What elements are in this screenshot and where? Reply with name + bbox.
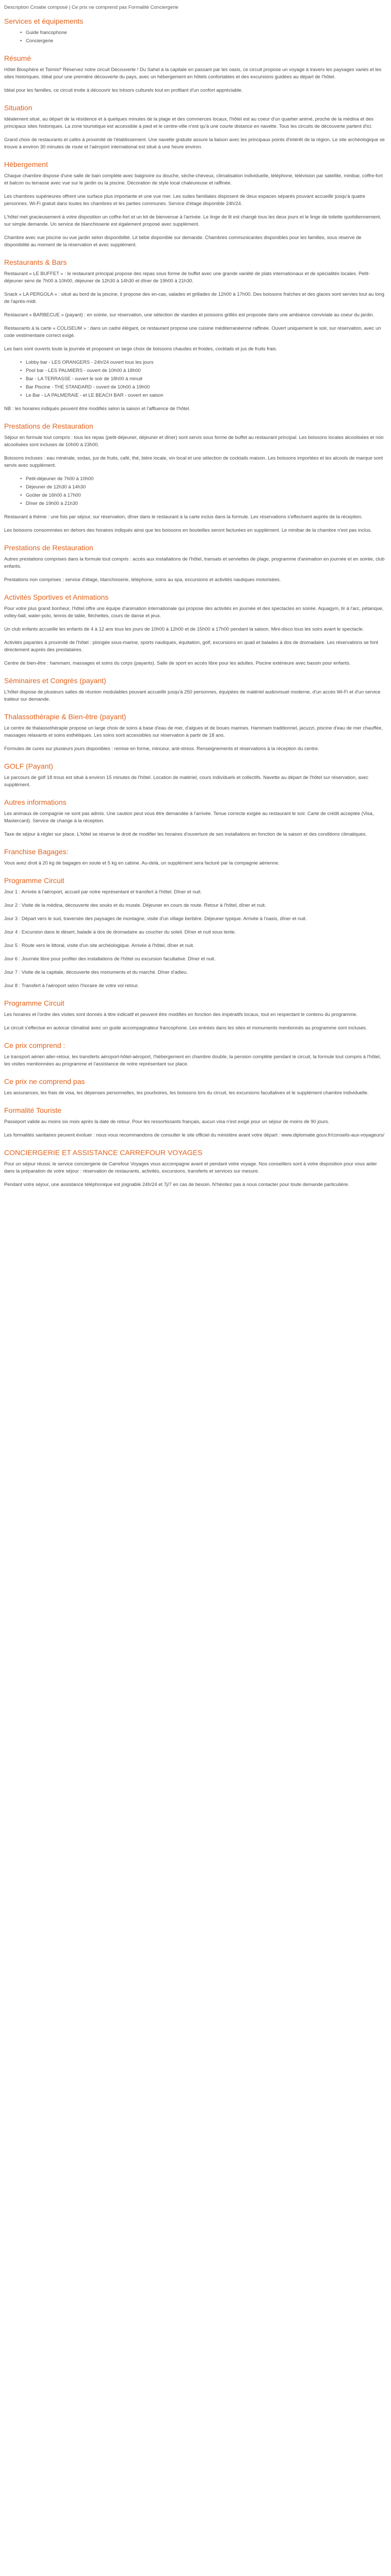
- section-paragraph: Vous avez droit à 20 kg de bagages en soute et 5 kg en cabine. Au-delà, un supplément sera facturé par la compagnie aérienne.: [4, 860, 280, 866]
- section-paragraph: Restaurants à la carte « COLISEUM » : dans un cadre élégant, ce restaurant propose une cuisine méditerranéenne raffinée. Ouvert uniquement le soir, sur réservation, avec un code vestimentaire correct exigé.: [4, 325, 381, 338]
- section-paragraph: Chaque chambre dispose d'une salle de bain complète avec baignoire ou douche, sèche-cheveux, climatisation individuelle, téléphone, télévision par satellite, minibar, coffre-fort et balcon ou terrasse avec vue sur le jardin ou la piscine. Décoration de style local chaleureuse et raffinée.: [4, 173, 383, 185]
- content: [4, 16, 387, 1188]
- bullet-item: • Petit-déjeuner de 7h00 à 10h00: [26, 475, 387, 482]
- section-paragraph: Idéalement situé, au départ de la résidence et à quelques minutes de la plage et des commerces locaux, l'hôtel est au coeur d'un quartier animé, proche de la médina et des principaux sites historiques. La zone touristique est accessible à pied et le centre-ville n'est qu'à une courte distance en navette. Tous les circuits de découverte partent d'ici.: [4, 116, 373, 129]
- section-paragraph: Autres prestations comprises dans la formule tout compris : accès aux installations de l'hôtel, transats et serviettes de plage, programme d'animation en journée et en soirée, club enfants.: [4, 556, 385, 569]
- section-title: Restaurants & Bars: [4, 258, 67, 266]
- section-paragraph: Jour 8 : Transfert à l'aéroport selon l'horaire de votre vol retour.: [4, 982, 139, 988]
- section-paragraph: L'hôtel met gracieusement à votre disposition un coffre-fort et un kit de bienvenue à l'arrivée. Le linge de lit est changé tous les deux jours et le linge de toilette quotidiennement, sur simple demande. Un service de blanchisserie est également proposé avec supplément.: [4, 214, 381, 227]
- section: [4, 1148, 387, 1188]
- bullet-item: • Bar Piscine - THE STANDARD - ouvert de 10h00 à 19h00: [26, 383, 387, 391]
- bullet-item: • Conciergerie: [26, 37, 387, 44]
- section: [4, 103, 387, 150]
- intro-line: Description Croatie composé | Ce prix ne comprend pas Formalité Conciergerie: [4, 5, 178, 10]
- section-paragraph: Jour 7 : Visite de la capitale, découverte des monuments et du marché. Dîner d'adieu.: [4, 969, 188, 975]
- section-note: Les boissons consommées en dehors des horaires indiqués ainsi que les boissons en bouteilles seront facturées en supplément. Le minibar de la chambre n'est pas inclus.: [4, 527, 372, 533]
- bullet-item: • Bar - LA TERRASSE - ouvert le soir de 18h00 à minuit: [26, 375, 387, 382]
- section-paragraph: Activités payantes à proximité de l'hôtel : plongée sous-marine, sports nautiques, équitation, golf, excursions en quad et balades à dos de dromadaire. Les réservations se font directement auprès des prestataires.: [4, 639, 379, 652]
- section-paragraph: Jour 1 : Arrivée à l'aéroport, accueil par notre représentant et transfert à l'hôtel. Dîner et nuit.: [4, 889, 202, 894]
- section-title: Situation: [4, 104, 32, 112]
- bullet-item: • Pool bar - LES PALMIERS - ouvert de 10h00 à 18h00: [26, 367, 387, 374]
- section-paragraph: Restaurant « BARBECUE » (payant) : en soirée, sur réservation, une sélection de viandes et poissons grillés est proposée dans une ambiance conviviale au coeur du jardin.: [4, 312, 374, 317]
- section-paragraph: Pour votre plus grand bonheur, l'hôtel offre une équipe d'animation internationale qui propose des activités en journée et des spectacles en soirée. Aquagym, tir à l'arc, pétanque, volley-ball, water-polo, tennis de table, fléchettes, cours de danse et jeux.: [4, 605, 384, 618]
- section: [4, 798, 387, 838]
- bullet-item: • Lobby bar - LES ORANGERS - 24h/24 ouvert tous les jours: [26, 359, 387, 366]
- section: [4, 1041, 387, 1067]
- section-title: Activités Sportives et Animations: [4, 593, 109, 601]
- section-paragraph: Les bars sont ouverts toute la journée et proposent un large choix de boissons chaudes et froides, cocktails et jus de fruits frais.: [4, 346, 278, 351]
- section-note: Restaurant à thème : une fois par séjour, sur réservation, dîner dans le restaurant à la carte inclus dans la formule. Les réservations s'effectuent auprès de la réception.: [4, 514, 363, 519]
- section-paragraph: Les assurances, les frais de visa, les dépenses personnelles, les pourboires, les boissons lors du circuit, les excursions facultatives et le supplément chambre individuelle.: [4, 1090, 369, 1095]
- section-title: Prestations de Restauration: [4, 422, 93, 430]
- section-title: Franchise Bagages:: [4, 848, 69, 856]
- bullet-item: • Goûter de 16h00 à 17h00: [26, 492, 387, 499]
- section: [4, 421, 387, 534]
- bullet-item: • Dîner de 19h00 à 21h30: [26, 500, 387, 507]
- section-paragraph: Les animaux de compagnie ne sont pas admis. Une caution peut vous être demandée à l'arrivée. Tenue correcte exigée au restaurant le soir. Carte de crédit acceptée (Visa, Mastercard). Service de change à la réception.: [4, 810, 374, 823]
- section-paragraph: Taxe de séjour à régler sur place. L'hôtel se réserve le droit de modifier les horaires d'ouverture de ses installations en fonction de la saison et des conditions climatiques.: [4, 831, 367, 837]
- section: [4, 16, 387, 44]
- bullet-item: • Déjeuner de 12h30 à 14h30: [26, 483, 387, 490]
- section-paragraph: Chambre avec vue piscine ou vue jardin selon disponibilité. Lit bébé disponible sur demande. Chambres communicantes disponibles pour les familles, sous réserve de disponibilité au moment de la réservation et avec supplément.: [4, 234, 362, 247]
- bullet-list: [4, 475, 387, 507]
- section-paragraph: Le parcours de golf 18 trous est situé à environ 15 minutes de l'hôtel. Location de matériel, cours individuels et collectifs. Navette au départ de l'hôtel sur réservation, avec supplément.: [4, 774, 369, 787]
- section: [4, 876, 387, 989]
- section: [4, 761, 387, 788]
- section-paragraph: Prestations non comprises : service d'étage, blanchisserie, téléphone, soins au spa, excursions et activités nautiques motorisées.: [4, 577, 281, 582]
- section-paragraph: Formules de cures sur plusieurs jours disponibles : remise en forme, minceur, anti-stress. Renseignements et réservations à la réception du centre.: [4, 745, 319, 751]
- section-paragraph: Centre de bien-être : hammam, massages et soins du corps (payants). Salle de sport en accès libre pour les adultes. Piscine extérieure avec bassin pour enfants.: [4, 660, 351, 666]
- section-title: CONCIERGERIE ET ASSISTANCE CARREFOUR VOYAGES: [4, 1148, 203, 1157]
- section-paragraph: Pendant votre séjour, une assistance téléphonique est joignable 24h/24 et 7j/7 en cas de besoin. N'hésitez pas à nous contacter pour toute demande particulière.: [4, 1181, 349, 1187]
- section: [4, 847, 387, 867]
- bullet-list: [4, 359, 387, 399]
- section-paragraph: Boissons incluses : eau minérale, sodas, jus de fruits, café, thé, bière locale, vin local et une sélection de cocktails maison. Les boissons importées et les alcools de marque sont servis avec supplément.: [4, 455, 383, 468]
- section-paragraph: Les formalités sanitaires peuvent évoluer : nous vous recommandons de consulter le site officiel du ministère avant votre départ : www.diplomatie.gouv.fr/conseils-aux-voyageurs/: [4, 1132, 384, 1138]
- section-paragraph: L'hôtel dispose de plusieurs salles de réunion modulables pouvant accueillir jusqu'à 250 personnes, équipées de matériel audiovisuel moderne, d'un accès Wi-Fi et d'un service traiteur sur demande.: [4, 689, 381, 702]
- section-paragraph: Pour un séjour réussi, le service conciergerie de Carrefour Voyages vous accompagne avant et pendant votre voyage. Nos conseillers sont à votre disposition pour vous aider dans la préparation de votre séjour : réservation de restaurants, activités, excursions, transferts et services sur mesure.: [4, 1161, 377, 1174]
- section-title: Séminaires et Congrès (payant): [4, 676, 106, 685]
- section-paragraph: Jour 6 : Journée libre pour profiter des installations de l'hôtel ou excursion facultative. Dîner et nuit.: [4, 956, 216, 961]
- section-paragraph: Jour 2 : Visite de la médina, découverte des souks et du musée. Déjeuner en cours de route. Retour à l'hôtel, dîner et nuit.: [4, 902, 266, 908]
- section: [4, 258, 387, 412]
- section: [4, 160, 387, 248]
- section-title: Ce prix comprend :: [4, 1041, 66, 1049]
- section-paragraph: Séjour en formule tout compris : tous les repas (petit-déjeuner, déjeuner et dîner) sont servis sous forme de buffet au restaurant principal. Les boissons locales alcoolisées et non alcoolisées sont incluses de 10h00 à 23h00.: [4, 434, 384, 447]
- section-paragraph: Les horaires et l'ordre des visites sont donnés à titre indicatif et peuvent être modifiés en fonction des impératifs locaux, tout en respectant le contenu du programme.: [4, 1011, 357, 1017]
- section-paragraph: Jour 4 : Excursion dans le désert, balade à dos de dromadaire au coucher du soleil. Dîner et nuit sous tente.: [4, 929, 236, 935]
- section-title: Programme Circuit: [4, 876, 64, 885]
- section-paragraph: Jour 5 : Route vers le littoral, visite d'un site archéologique. Arrivée à l'hôtel, dîner et nuit.: [4, 942, 194, 948]
- section-paragraph: Le circuit s'effectue en autocar climatisé avec un guide accompagnateur francophone. Les entrées dans les sites et monuments mentionnés au programme sont incluses.: [4, 1025, 367, 1030]
- bullet-item: • Guide francophone: [26, 29, 387, 36]
- section: [4, 1106, 387, 1139]
- section: [4, 998, 387, 1031]
- section-paragraph: Les chambres supérieures offrent une surface plus importante et une vue mer. Les suites familiales disposent de deux espaces séparés pouvant accueillir jusqu'à quatre personnes. Wi-Fi gratuit dans toutes les chambres et les parties communes. Service d'étage disponible 24h/24.: [4, 193, 365, 206]
- bullet-list: [4, 29, 387, 44]
- section: [4, 676, 387, 703]
- section-paragraph: Idéal pour les familles, ce circuit invite à découvrir les trésors culturels tout en profitant d'un confort appréciable.: [4, 87, 243, 93]
- section-paragraph: Le transport aérien aller-retour, les transferts aéroport-hôtel-aéroport, l'hébergement en chambre double, la pension complète pendant le circuit, la formule tout compris à l'hôtel, les visites mentionnées au programme et l'assistance de notre représentant sur place.: [4, 1054, 381, 1066]
- section-paragraph: Le centre de thalassothérapie propose un large choix de soins à base d'eau de mer, d'algues et de boues marines. Hammam traditionnel, jacuzzi, piscine d'eau de mer chauffée, massages relaxants et soins esthétiques. Les soins sont accessibles sur réservation à partir de 18 ans.: [4, 725, 383, 738]
- section-paragraph: Hôtel Biosphère et Tsimisi* Réservez notre circuit Découverte ! Du Sahel à la capitale en passant par les oasis, ce circuit propose un voyage à travers les paysages variés et les sites historiques. Idéal pour une première découverte du pays, avec un hébergement en hôtels confortables et des excursions guidées au départ de l'hôtel.: [4, 66, 382, 79]
- section-paragraph: Grand choix de restaurants et cafés à proximité de l'établissement. Une navette gratuite assure la liaison avec les principaux points d'intérêt de la région. Le site archéologique se trouve à environ 30 minutes de route et l'aéroport international est situé à une heure environ.: [4, 137, 385, 149]
- section-note: NB : les horaires indiqués peuvent être modifiés selon la saison et l'affluence de l'hôtel.: [4, 405, 190, 411]
- section: [4, 712, 387, 752]
- section: [4, 592, 387, 667]
- section-title: Programme Circuit: [4, 999, 64, 1007]
- section-title: Prestations de Restauration: [4, 544, 93, 552]
- section: [4, 543, 387, 583]
- section-paragraph: Passeport valide au moins six mois après la date de retour. Pour les ressortissants français, aucun visa n'est exigé pour un séjour de moins de 90 jours.: [4, 1118, 330, 1124]
- section-paragraph: Restaurant « LE BUFFET » : le restaurant principal propose des repas sous forme de buffet avec une grande variété de plats internationaux et de spécialités locales. Petit-déjeuner servi de 7h00 à 10h00, déjeuner de 12h30 à 14h30 et dîner de 19h00 à 21h30.: [4, 270, 370, 283]
- section-paragraph: Snack « LA PERGOLA » : situé au bord de la piscine, il propose des en-cas, salades et grillades de 12h00 à 17h00. Des boissons fraîches et des glaces sont servies tout au long de l'après-midi.: [4, 291, 384, 304]
- section-paragraph: Jour 3 : Départ vers le sud, traversée des paysages de montagne, visite d'un village berbère. Déjeuner typique. Arrivée à l'oasis, dîner et nuit.: [4, 916, 307, 921]
- section-title: Hébergement: [4, 160, 48, 168]
- section-title: Thalassothérapie & Bien-être (payant): [4, 713, 126, 721]
- section-title: Ce prix ne comprend pas: [4, 1077, 85, 1086]
- bullet-item: • Le Bar - LA PALMERAIE - et LE BEACH BAR - ouvert en saison: [26, 392, 387, 399]
- section-title: Autres informations: [4, 798, 67, 806]
- section-title: Formalité Touriste: [4, 1106, 62, 1114]
- section: [4, 1077, 387, 1096]
- section-title: Résumé: [4, 54, 31, 62]
- page: [0, 0, 391, 1188]
- section-paragraph: Un club enfants accueille les enfants de 4 à 12 ans tous les jours de 10h00 à 12h00 et de 15h00 à 17h00 pendant la saison. Mini-disco tous les soirs avant le spectacle.: [4, 626, 364, 632]
- section-title: Services et équipements: [4, 17, 84, 25]
- section: [4, 54, 387, 94]
- section-title: GOLF (Payant): [4, 762, 53, 770]
